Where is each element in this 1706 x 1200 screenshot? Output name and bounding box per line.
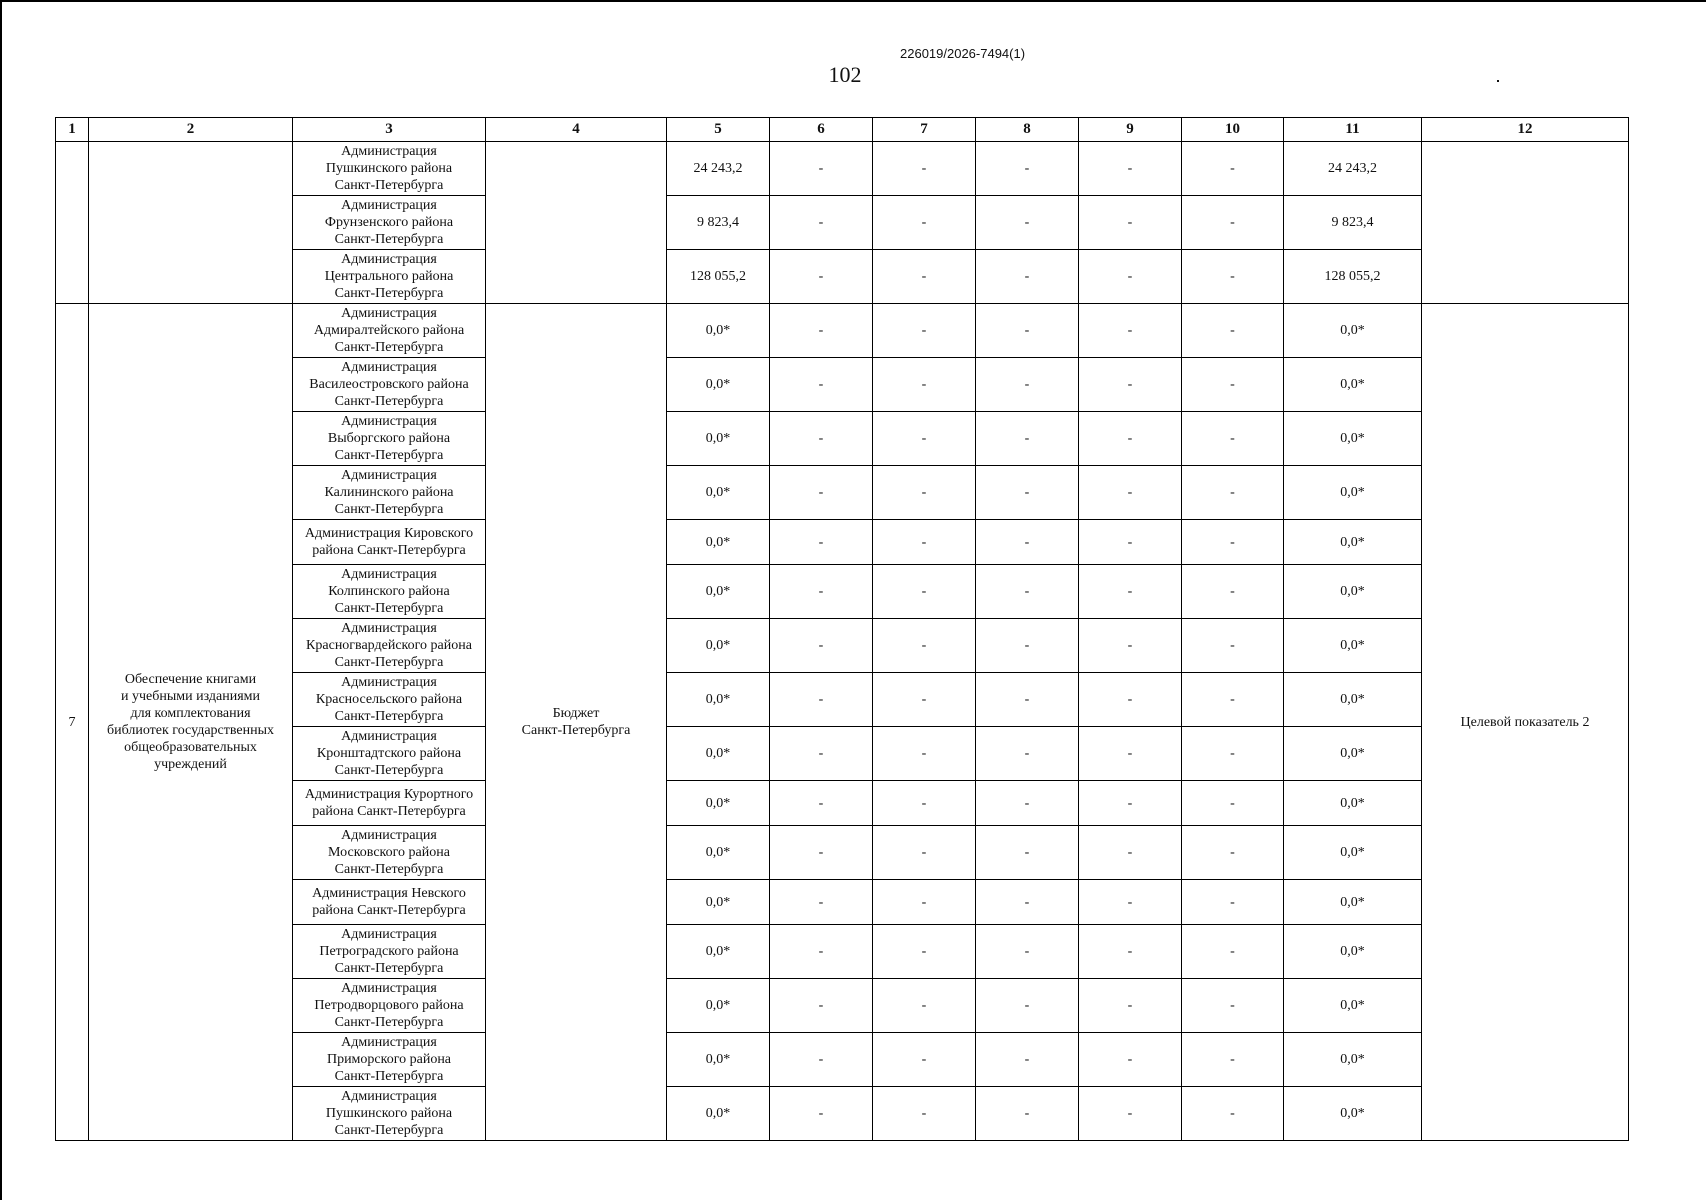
value-cell-col11: 0,0* bbox=[1284, 520, 1422, 565]
value-cell-col8: - bbox=[976, 727, 1079, 781]
value-cell-col7: - bbox=[873, 412, 976, 466]
row-number-cell: 7 bbox=[56, 304, 89, 1141]
value-cell-col8: - bbox=[976, 520, 1079, 565]
text-line: Администрация bbox=[341, 828, 437, 843]
value-cell-col11: 0,0* bbox=[1284, 979, 1422, 1033]
value-cell-col10: - bbox=[1182, 412, 1284, 466]
text-line: Санкт-Петербурга bbox=[334, 655, 444, 670]
value-cell-col5: 0,0* bbox=[667, 727, 770, 781]
value-cell-col5: 0,0* bbox=[667, 520, 770, 565]
document-id: 226019/2026-7494(1) bbox=[900, 46, 1026, 61]
value-cell-col9: - bbox=[1079, 979, 1182, 1033]
value-cell-col10: - bbox=[1182, 304, 1284, 358]
column-header: 12 bbox=[1422, 118, 1629, 142]
value-cell-col5: 0,0* bbox=[667, 304, 770, 358]
value-cell-col8: - bbox=[976, 196, 1079, 250]
value-cell-col9: - bbox=[1079, 142, 1182, 196]
organization-cell bbox=[293, 1033, 486, 1087]
column-header: 2 bbox=[89, 118, 293, 142]
text-line: Администрация bbox=[341, 927, 437, 942]
value-cell-col11: 0,0* bbox=[1284, 412, 1422, 466]
value-cell-col6: - bbox=[770, 142, 873, 196]
value-cell-col10: - bbox=[1182, 565, 1284, 619]
organization-cell bbox=[293, 880, 486, 925]
value-cell-col8: - bbox=[976, 781, 1079, 826]
text-line: района Санкт-Петербурга bbox=[312, 903, 466, 918]
text-line: Администрация bbox=[341, 621, 437, 636]
text-line: Пушкинского района bbox=[325, 1106, 453, 1121]
value-cell-col11: 0,0* bbox=[1284, 826, 1422, 880]
value-cell-col10: - bbox=[1182, 250, 1284, 304]
text-line: Санкт-Петербурга bbox=[334, 1123, 444, 1138]
text-line: Фрунзенского района bbox=[324, 215, 454, 230]
value-cell-col5: 0,0* bbox=[667, 1087, 770, 1141]
value-cell-col8: - bbox=[976, 565, 1079, 619]
value-cell-col9: - bbox=[1079, 1033, 1182, 1087]
organization-cell bbox=[293, 412, 486, 466]
value-cell-col9: - bbox=[1079, 619, 1182, 673]
value-cell-col6: - bbox=[770, 925, 873, 979]
value-cell-col7: - bbox=[873, 250, 976, 304]
organization-cell bbox=[293, 619, 486, 673]
text-line: Администрация bbox=[341, 468, 437, 483]
value-cell-col7: - bbox=[873, 979, 976, 1033]
text-line: района Санкт-Петербурга bbox=[312, 543, 466, 558]
text-line: Санкт-Петербурга bbox=[334, 448, 444, 463]
column-header: 4 bbox=[486, 118, 667, 142]
value-cell-col10: - bbox=[1182, 673, 1284, 727]
text-line: Кронштадтского района bbox=[316, 746, 462, 761]
value-cell-col7: - bbox=[873, 826, 976, 880]
value-cell-col5: 0,0* bbox=[667, 619, 770, 673]
text-line: Санкт-Петербурга bbox=[334, 763, 444, 778]
value-cell-col8: - bbox=[976, 1033, 1079, 1087]
text-line: Администрация Кировского bbox=[304, 526, 474, 541]
column-header: 10 bbox=[1182, 118, 1284, 142]
value-cell-col7: - bbox=[873, 520, 976, 565]
text-line: Санкт-Петербурга bbox=[334, 502, 444, 517]
text-line: для комплектования bbox=[130, 706, 251, 721]
value-cell-col8: - bbox=[976, 979, 1079, 1033]
event-name-cell bbox=[89, 304, 293, 1141]
value-cell-col7: - bbox=[873, 196, 976, 250]
organization-cell bbox=[293, 466, 486, 520]
text-line: Бюджет bbox=[552, 706, 600, 721]
value-cell-col9: - bbox=[1079, 925, 1182, 979]
text-line: Санкт-Петербурга bbox=[334, 709, 444, 724]
text-line: Колпинского района bbox=[328, 584, 450, 599]
value-cell-col10: - bbox=[1182, 880, 1284, 925]
value-cell-col8: - bbox=[976, 673, 1079, 727]
value-cell-col6: - bbox=[770, 358, 873, 412]
organization-cell bbox=[293, 250, 486, 304]
text-line: Санкт-Петербурга bbox=[334, 862, 444, 877]
organization-cell bbox=[293, 565, 486, 619]
value-cell-col5: 0,0* bbox=[667, 673, 770, 727]
value-cell-col5: 0,0* bbox=[667, 781, 770, 826]
value-cell-col7: - bbox=[873, 880, 976, 925]
value-cell-col11: 0,0* bbox=[1284, 619, 1422, 673]
organization-cell bbox=[293, 727, 486, 781]
value-cell-col6: - bbox=[770, 826, 873, 880]
budget-table bbox=[55, 117, 1629, 1141]
organization-cell bbox=[293, 520, 486, 565]
value-cell-col5: 0,0* bbox=[667, 565, 770, 619]
text-line: Администрация bbox=[341, 567, 437, 582]
text-line: Приморского района bbox=[326, 1052, 452, 1067]
text-line: Администрация bbox=[341, 981, 437, 996]
row-number-cell bbox=[56, 142, 89, 304]
value-cell-col11: 0,0* bbox=[1284, 358, 1422, 412]
text-line: Санкт-Петербурга bbox=[334, 1069, 444, 1084]
text-line: и учебными изданиями bbox=[120, 689, 260, 704]
text-line: Администрация bbox=[341, 252, 437, 267]
value-cell-col8: - bbox=[976, 1087, 1079, 1141]
text-line: общеобразовательных bbox=[124, 740, 257, 755]
value-cell-col10: - bbox=[1182, 1033, 1284, 1087]
value-cell-col10: - bbox=[1182, 142, 1284, 196]
value-cell-col7: - bbox=[873, 727, 976, 781]
funding-source-cell bbox=[486, 142, 667, 304]
value-cell-col10: - bbox=[1182, 466, 1284, 520]
value-cell-col8: - bbox=[976, 466, 1079, 520]
value-cell-col6: - bbox=[770, 250, 873, 304]
value-cell-col6: - bbox=[770, 1087, 873, 1141]
organization-cell bbox=[293, 979, 486, 1033]
text-line: Красногвардейского района bbox=[306, 638, 472, 653]
organization-cell bbox=[293, 673, 486, 727]
value-cell-col8: - bbox=[976, 826, 1079, 880]
value-cell-col7: - bbox=[873, 673, 976, 727]
value-cell-col8: - bbox=[976, 358, 1079, 412]
value-cell-col7: - bbox=[873, 619, 976, 673]
text-line: Санкт-Петербурга bbox=[334, 232, 444, 247]
value-cell-col11: 0,0* bbox=[1284, 565, 1422, 619]
column-header: 6 bbox=[770, 118, 873, 142]
value-cell-col8: - bbox=[976, 619, 1079, 673]
text-line: Администрация bbox=[341, 360, 437, 375]
value-cell-col9: - bbox=[1079, 565, 1182, 619]
value-cell-col9: - bbox=[1079, 466, 1182, 520]
value-cell-col8: - bbox=[976, 304, 1079, 358]
value-cell-col10: - bbox=[1182, 781, 1284, 826]
page-number: 102 bbox=[828, 62, 862, 87]
text-line: Санкт-Петербурга bbox=[334, 961, 444, 976]
value-cell-col9: - bbox=[1079, 250, 1182, 304]
value-cell-col9: - bbox=[1079, 412, 1182, 466]
value-cell-col9: - bbox=[1079, 1087, 1182, 1141]
table-body bbox=[56, 142, 1629, 1141]
value-cell-col10: - bbox=[1182, 619, 1284, 673]
value-cell-col6: - bbox=[770, 304, 873, 358]
value-cell-col6: - bbox=[770, 1033, 873, 1087]
text-line: библиотек государственных bbox=[106, 723, 274, 738]
value-cell-col11: 0,0* bbox=[1284, 1033, 1422, 1087]
organization-cell bbox=[293, 142, 486, 196]
text-line: Московского района bbox=[328, 845, 450, 860]
value-cell-col11: 0,0* bbox=[1284, 880, 1422, 925]
value-cell-col7: - bbox=[873, 1087, 976, 1141]
value-cell-col10: - bbox=[1182, 727, 1284, 781]
column-header: 7 bbox=[873, 118, 976, 142]
event-name-cell bbox=[89, 142, 293, 304]
value-cell-col6: - bbox=[770, 196, 873, 250]
value-cell-col9: - bbox=[1079, 880, 1182, 925]
text-line: Обеспечение книгами bbox=[124, 672, 257, 687]
column-header: 8 bbox=[976, 118, 1079, 142]
text-line: Санкт-Петербурга bbox=[521, 723, 631, 738]
value-cell-col5: 0,0* bbox=[667, 1033, 770, 1087]
value-cell-col10: - bbox=[1182, 826, 1284, 880]
value-cell-col6: - bbox=[770, 979, 873, 1033]
text-line: Калининского района bbox=[324, 485, 454, 500]
value-cell-col6: - bbox=[770, 520, 873, 565]
text-line: Выборгского района bbox=[327, 431, 451, 446]
value-cell-col6: - bbox=[770, 619, 873, 673]
value-cell-col11: 128 055,2 bbox=[1284, 250, 1422, 304]
text-line: Администрация bbox=[341, 1035, 437, 1050]
value-cell-col8: - bbox=[976, 880, 1079, 925]
value-cell-col8: - bbox=[976, 142, 1079, 196]
value-cell-col11: 0,0* bbox=[1284, 1087, 1422, 1141]
text-line: Администрация bbox=[341, 198, 437, 213]
value-cell-col5: 0,0* bbox=[667, 925, 770, 979]
value-cell-col9: - bbox=[1079, 196, 1182, 250]
text-line: Администрация bbox=[341, 675, 437, 690]
value-cell-col5: 0,0* bbox=[667, 826, 770, 880]
text-line: Администрация Невского bbox=[312, 886, 466, 901]
column-header: 5 bbox=[667, 118, 770, 142]
value-cell-col9: - bbox=[1079, 520, 1182, 565]
text-line: Красносельского района bbox=[315, 692, 463, 707]
organization-cell bbox=[293, 925, 486, 979]
value-cell-col5: 24 243,2 bbox=[667, 142, 770, 196]
text-line: Центрального района bbox=[324, 269, 454, 284]
value-cell-col11: 0,0* bbox=[1284, 304, 1422, 358]
value-cell-col10: - bbox=[1182, 358, 1284, 412]
value-cell-col5: 0,0* bbox=[667, 466, 770, 520]
value-cell-col6: - bbox=[770, 880, 873, 925]
value-cell-col11: 9 823,4 bbox=[1284, 196, 1422, 250]
value-cell-col5: 128 055,2 bbox=[667, 250, 770, 304]
value-cell-col9: - bbox=[1079, 358, 1182, 412]
text-line: Санкт-Петербурга bbox=[334, 601, 444, 616]
organization-cell bbox=[293, 781, 486, 826]
value-cell-col9: - bbox=[1079, 727, 1182, 781]
organization-cell bbox=[293, 358, 486, 412]
value-cell-col5: 0,0* bbox=[667, 880, 770, 925]
value-cell-col10: - bbox=[1182, 520, 1284, 565]
value-cell-col10: - bbox=[1182, 1087, 1284, 1141]
text-line: Санкт-Петербурга bbox=[334, 340, 444, 355]
text-line: Василеостровского района bbox=[309, 377, 469, 392]
text-line: Санкт-Петербурга bbox=[334, 1015, 444, 1030]
text-line: Администрация bbox=[341, 414, 437, 429]
organization-cell bbox=[293, 1087, 486, 1141]
value-cell-col11: 0,0* bbox=[1284, 466, 1422, 520]
value-cell-col10: - bbox=[1182, 925, 1284, 979]
text-line: Санкт-Петербурга bbox=[334, 178, 444, 193]
organization-cell bbox=[293, 304, 486, 358]
text-line: Администрация bbox=[341, 144, 437, 159]
text-line: района Санкт-Петербурга bbox=[312, 804, 466, 819]
value-cell-col11: 0,0* bbox=[1284, 781, 1422, 826]
value-cell-col9: - bbox=[1079, 826, 1182, 880]
value-cell-col6: - bbox=[770, 673, 873, 727]
text-line: Санкт-Петербурга bbox=[334, 394, 444, 409]
value-cell-col10: - bbox=[1182, 979, 1284, 1033]
column-header: 11 bbox=[1284, 118, 1422, 142]
value-cell-col5: 0,0* bbox=[667, 358, 770, 412]
value-cell-col7: - bbox=[873, 781, 976, 826]
target-indicator-cell: Целевой показатель 2 bbox=[1422, 304, 1629, 1141]
value-cell-col8: - bbox=[976, 925, 1079, 979]
organization-cell bbox=[293, 196, 486, 250]
value-cell-col9: - bbox=[1079, 781, 1182, 826]
value-cell-col11: 24 243,2 bbox=[1284, 142, 1422, 196]
value-cell-col6: - bbox=[770, 412, 873, 466]
value-cell-col6: - bbox=[770, 781, 873, 826]
text-line: Администрация bbox=[341, 1089, 437, 1104]
text-line: Администрация bbox=[341, 306, 437, 321]
target-indicator-cell bbox=[1422, 142, 1629, 304]
table-row bbox=[56, 304, 1629, 358]
speck-mark bbox=[1497, 80, 1499, 82]
value-cell-col11: 0,0* bbox=[1284, 673, 1422, 727]
value-cell-col9: - bbox=[1079, 304, 1182, 358]
value-cell-col7: - bbox=[873, 1033, 976, 1087]
text-line: Санкт-Петербурга bbox=[334, 286, 444, 301]
value-cell-col6: - bbox=[770, 727, 873, 781]
value-cell-col11: 0,0* bbox=[1284, 925, 1422, 979]
value-cell-col6: - bbox=[770, 565, 873, 619]
text-line: Петроградского района bbox=[319, 944, 459, 959]
value-cell-col5: 0,0* bbox=[667, 412, 770, 466]
table-row bbox=[56, 142, 1629, 196]
text-line: Петродворцового района bbox=[314, 998, 464, 1013]
text-line: учреждений bbox=[154, 757, 227, 772]
text-line: Администрация Курортного bbox=[304, 787, 474, 802]
value-cell-col7: - bbox=[873, 142, 976, 196]
value-cell-col7: - bbox=[873, 925, 976, 979]
value-cell-col5: 9 823,4 bbox=[667, 196, 770, 250]
value-cell-col5: 0,0* bbox=[667, 979, 770, 1033]
value-cell-col9: - bbox=[1079, 673, 1182, 727]
organization-cell bbox=[293, 826, 486, 880]
value-cell-col7: - bbox=[873, 358, 976, 412]
funding-source-cell bbox=[486, 304, 667, 1141]
column-number-row bbox=[56, 118, 1629, 142]
text-line: Администрация bbox=[341, 729, 437, 744]
column-header: 1 bbox=[56, 118, 89, 142]
column-header: 9 bbox=[1079, 118, 1182, 142]
value-cell-col8: - bbox=[976, 250, 1079, 304]
value-cell-col8: - bbox=[976, 412, 1079, 466]
value-cell-col7: - bbox=[873, 466, 976, 520]
value-cell-col7: - bbox=[873, 565, 976, 619]
value-cell-col6: - bbox=[770, 466, 873, 520]
text-line: Адмиралтейского района bbox=[313, 323, 465, 338]
column-header: 3 bbox=[293, 118, 486, 142]
value-cell-col10: - bbox=[1182, 196, 1284, 250]
value-cell-col7: - bbox=[873, 304, 976, 358]
text-line: Пушкинского района bbox=[325, 161, 453, 176]
value-cell-col11: 0,0* bbox=[1284, 727, 1422, 781]
